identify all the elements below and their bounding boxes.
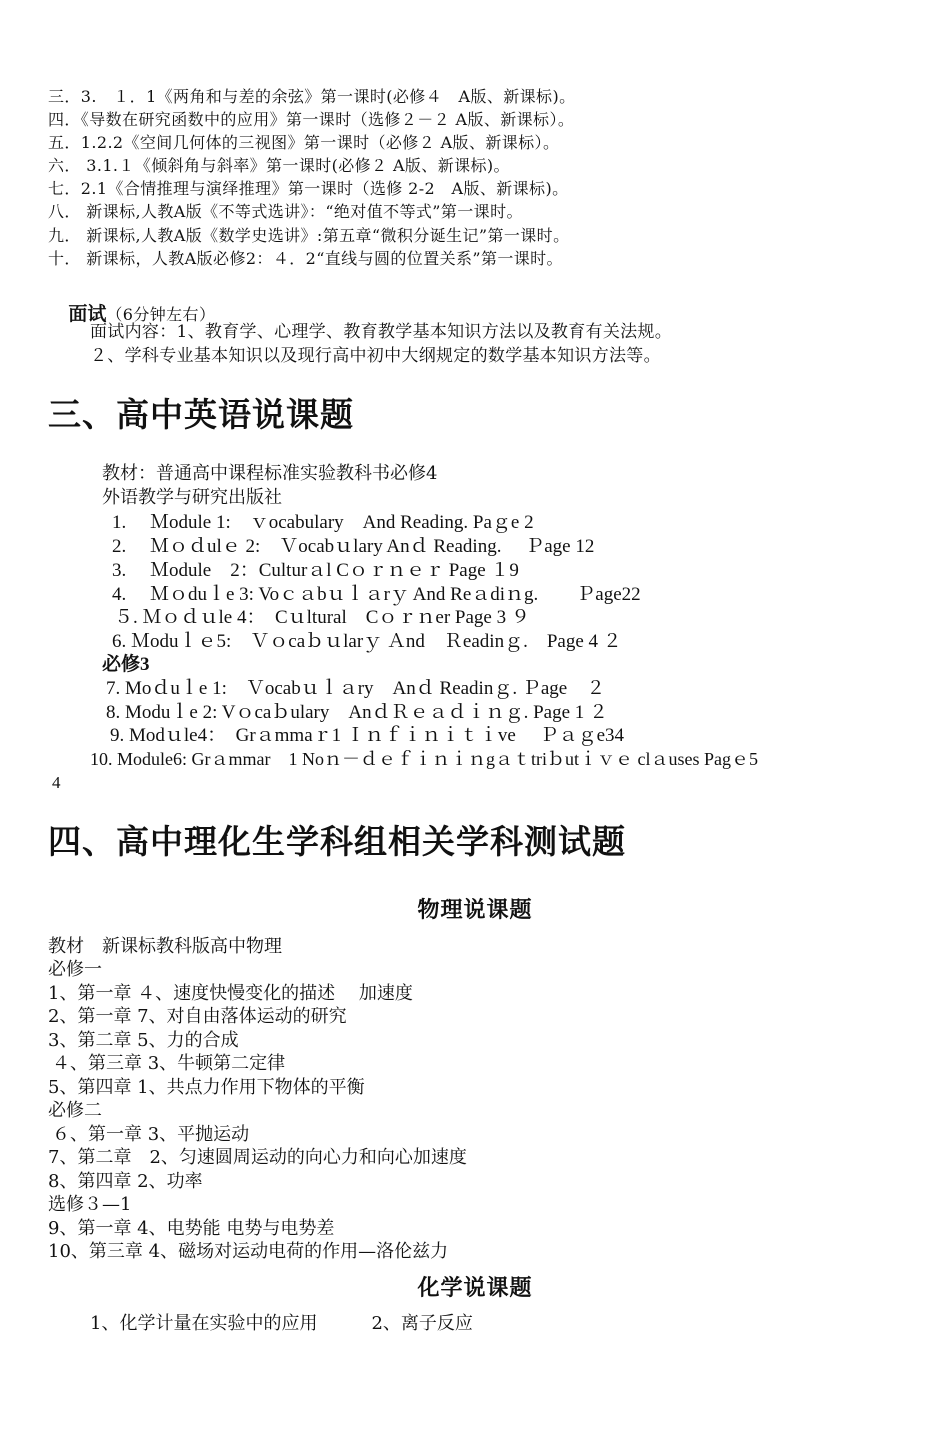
math-lesson-9: 九． 新课标,人教A版《数学史选讲》:第五章“微积分诞生记”第一课时。	[48, 226, 570, 245]
english-item-10-wrap: 4	[52, 773, 61, 792]
english-publisher: 外语教学与研究出版社	[102, 487, 282, 508]
physics-book2: 必修二	[48, 1100, 102, 1121]
english-book3-label: 必修3	[102, 654, 150, 675]
interview-content-1: 面试内容：1、教育学、心理学、教育教学基本知识方法以及教育有关法规。	[90, 322, 673, 342]
english-item-7: 7. Moｄuｌe 1: Ｖocabｕｌａry Anｄ Readinｇ. Ｐage ２	[106, 678, 606, 699]
english-textbook: 教材：普通高中课程标准实验教科书必修4	[102, 463, 438, 484]
english-item-4: 4. Ｍｏduｌe 3: Voｃａbｕｌａrｙ And Reａdiｎg. Ｐage22	[112, 584, 641, 605]
math-lesson-4: 四．《导数在研究函数中的应用》第一课时（选修２－２ A版、新课标）。	[48, 110, 575, 129]
chemistry-title: 化学说课题	[417, 1276, 533, 1301]
physics-title: 物理说课题	[417, 898, 533, 923]
physics-item-5: 5、第四章 1、共点力作用下物体的平衡	[48, 1077, 365, 1098]
math-lesson-3: 三．3. １．1《两角和与差的余弦》第一课时(必修４ A版、新课标)。	[48, 87, 576, 106]
english-item-3: 3. Ｍodule 2：Culturａl Cｏｒｎｅｒ Page １9	[112, 560, 519, 581]
physics-item-6: ６、第一章 3、平抛运动	[52, 1124, 250, 1145]
english-item-5: ５. Ｍｏｄｕle 4： Cｕltural Cｏｒｎer Page 3 ９	[114, 607, 530, 628]
english-item-8: 8. Moduｌe 2: Vｏcaｂulary AnｄＲｅａｄｉｎｇ. Page 1 ２	[106, 702, 609, 723]
physics-textbook: 教材 新课标教科版高中物理	[48, 936, 282, 957]
physics-item-10: 10、第三章 4、磁场对运动电荷的作用—洛伦兹力	[48, 1241, 449, 1262]
section-science-title: 四、高中理化生学科组相关学科测试题	[48, 822, 626, 861]
math-lesson-8: 八． 新课标,人教A版《不等式选讲》：“绝对值不等式”第一课时。	[48, 202, 523, 221]
interview-duration: （6分钟左右）	[106, 305, 216, 324]
section-english-title: 三、高中英语说课题	[48, 395, 354, 434]
english-item-10: 10. Module6: Grａmmar 1 Noｎ－ｄｅｆｉｎｉｎgａｔtriｂutｉｖｅ clａuses Pagｅ5	[90, 749, 758, 769]
math-lesson-7: 七．2.1《合情推理与演绎推理》第一课时（选修 2-2 A版、新课标)。	[48, 179, 569, 198]
physics-item-4: ４、第三章 3、牛顿第二定律	[52, 1053, 286, 1074]
english-item-6: 6. Ｍoduｌｅ5: Ｖｏcaｂｕlarｙ Ａnd Ｒeadinｇ. Page 4 ２	[112, 631, 622, 652]
physics-item-9: 9、第一章 4、电势能 电势与电势差	[48, 1218, 335, 1239]
math-lesson-5: 五．1.2.2《空间几何体的三视图》第一课时（必修２ A版、新课标）。	[48, 133, 560, 152]
physics-item-7: 7、第二章 2、匀速圆周运动的向心力和向心加速度	[48, 1147, 467, 1168]
physics-item-2: 2、第一章 7、对自由落体运动的研究	[48, 1006, 347, 1027]
physics-elective: 选修３—1	[48, 1194, 132, 1215]
english-item-1: 1. Ｍodule 1: ｖocabulary And Reading. Paｇe 2	[112, 512, 534, 533]
english-item-2: 2. Ｍｏｄulｅ 2: Ｖocabｕlary Anｄ Reading. Ｐage 12	[112, 536, 595, 557]
physics-item-3: 3、第二章 5、力的合成	[48, 1030, 239, 1051]
physics-item-8: 8、第四章 2、功率	[48, 1171, 203, 1192]
chemistry-items: 1、化学计量在实验中的应用 2、离子反应	[90, 1313, 473, 1334]
math-lesson-6: 六． 3.1.１《倾斜角与斜率》第一课时(必修２ A版、新课标)。	[48, 156, 510, 175]
physics-book1: 必修一	[48, 959, 102, 980]
english-item-9: 9. Modｕle4： Grａmmaｒ1 Ｉｎｆｉｎｉｔｉve Ｐａｇe34	[110, 725, 625, 746]
interview-label: 面试	[68, 303, 107, 325]
interview-content-2: ２、学科专业基本知识以及现行高中初中大纲规定的数学基本知识方法等。	[90, 346, 661, 366]
math-lesson-10: 十． 新课标，人教A版必修2：４．2“直线与圆的位置关系”第一课时。	[48, 249, 563, 268]
physics-item-1: 1、第一章 ４、速度快慢变化的描述 加速度	[48, 983, 413, 1004]
